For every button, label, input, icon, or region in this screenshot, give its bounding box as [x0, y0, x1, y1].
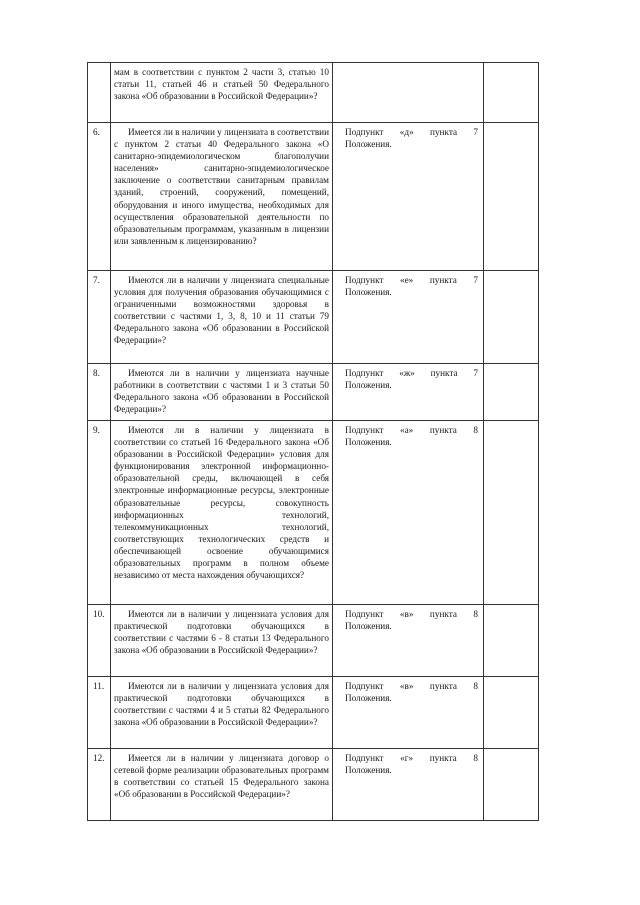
reference-cell: Подпункт «в» пункта 8 Положения. — [333, 677, 484, 749]
row-number: 9. — [88, 421, 111, 605]
answer-cell — [484, 271, 539, 364]
question-cell-wrap — [111, 271, 333, 364]
answer-cell — [484, 677, 539, 749]
table-row — [88, 364, 539, 421]
row-number: 8. — [88, 364, 111, 421]
answer-cell — [484, 63, 539, 123]
question-cell: Имеются ли в наличии у лицензиата научные работники в соответствии с частями 1 и 3 статьи 50 Федерального закона «Об образовании в Российской Федерации»? — [114, 368, 329, 415]
question-cell-wrap — [111, 364, 333, 421]
table-row — [88, 271, 539, 364]
question-cell: Имеется ли в наличии у лицензиата договор о сетевой форме реализации образовательных программ в соответствии со статьей 15 Федерального закона «Об образовании в Российской Федерации»? — [114, 753, 329, 800]
question-cell-wrap — [111, 605, 333, 677]
question-cell: мам в соответствии с пунктом 2 части 3, статью 10 статьи 11, статьей 46 и статьей 50 Федерального закона «Об образовании в Российской Федерации»? — [111, 63, 333, 123]
answer-cell — [484, 421, 539, 605]
table-row — [88, 605, 539, 677]
table-row — [88, 63, 539, 123]
answer-cell — [484, 364, 539, 421]
answer-cell — [484, 749, 539, 821]
answer-cell — [484, 123, 539, 271]
question-cell: Имеются ли в наличии у лицензиата условия для практической подготовки обучающихся в соответствии с частями 6 - 8 статьи 13 Федерального закона «Об образовании в Российской Федерации»? — [114, 609, 329, 656]
question-cell-wrap — [111, 421, 333, 605]
reference-cell — [333, 63, 484, 123]
row-number: 10. — [88, 605, 111, 677]
table-row — [88, 421, 539, 605]
question-cell: Имеются ли в наличии у лицензиата условия для практической подготовки обучающихся в соответствии с частями 4 и 5 статьи 82 Федерального закона «Об образовании в Российской Федерации»? — [114, 681, 329, 728]
question-cell-wrap — [111, 677, 333, 749]
reference-cell: Подпункт «а» пункта 8 Положения. — [333, 421, 484, 605]
question-cell-wrap — [111, 123, 333, 271]
row-number — [88, 63, 111, 123]
question-cell: Имеется ли в наличии у лицензиата в соответствии с пунктом 2 статьи 40 Федерального закона «О санитарно-эпидемиологическом благополучии населения» санитарно-эпидемиологическое заключение о соответствии санитарным правилам зданий, строений, сооружений, помещений, оборудования и иного имущества, необходимых для осуществления образовательной деятельности по образовательным программам, указанным в лицензии или заявленным к лицензированию? — [114, 127, 329, 246]
reference-cell: Подпункт «в» пункта 8 Положения. — [333, 605, 484, 677]
row-number: 12. — [88, 749, 111, 821]
reference-cell: Подпункт «е» пункта 7 Положения. — [333, 271, 484, 364]
row-number: 6. — [88, 123, 111, 271]
table-row — [88, 749, 539, 821]
table-row — [88, 123, 539, 271]
row-number: 11. — [88, 677, 111, 749]
reference-cell: Подпункт «г» пункта 8 Положения. — [333, 749, 484, 821]
table-row — [88, 677, 539, 749]
question-cell: Имеются ли в наличии у лицензиата в соответствии со статьей 16 Федерального закона «Об образовании в Российской Федерации» условия для функционирования электронной информационно-образовательной среды, включающей в себя электронные информационные ресурсы, электронные образовательные ресурсы, совокупность информационных технологий, телекоммуникационных технологий, соответствующих технологических средств и обеспечивающей освоение обучающимися образовательных программ в полном объеме независимо от места нахождения обучающихся? — [114, 425, 329, 581]
reference-cell: Подпункт «ж» пункта 7 Положения. — [333, 364, 484, 421]
row-number: 7. — [88, 271, 111, 364]
checklist-table — [87, 62, 539, 821]
question-cell: Имеются ли в наличии у лицензиата специальные условия для получения образования обучающимися с ограниченными возможностями здоровья в соответствии с частями 1, 3, 8, 10 и 11 статьи 79 Федерального закона «Об образовании в Российской Федерации»? — [114, 275, 329, 346]
question-cell-wrap — [111, 749, 333, 821]
reference-cell: Подпункт «д» пункта 7 Положения. — [333, 123, 484, 271]
answer-cell — [484, 605, 539, 677]
